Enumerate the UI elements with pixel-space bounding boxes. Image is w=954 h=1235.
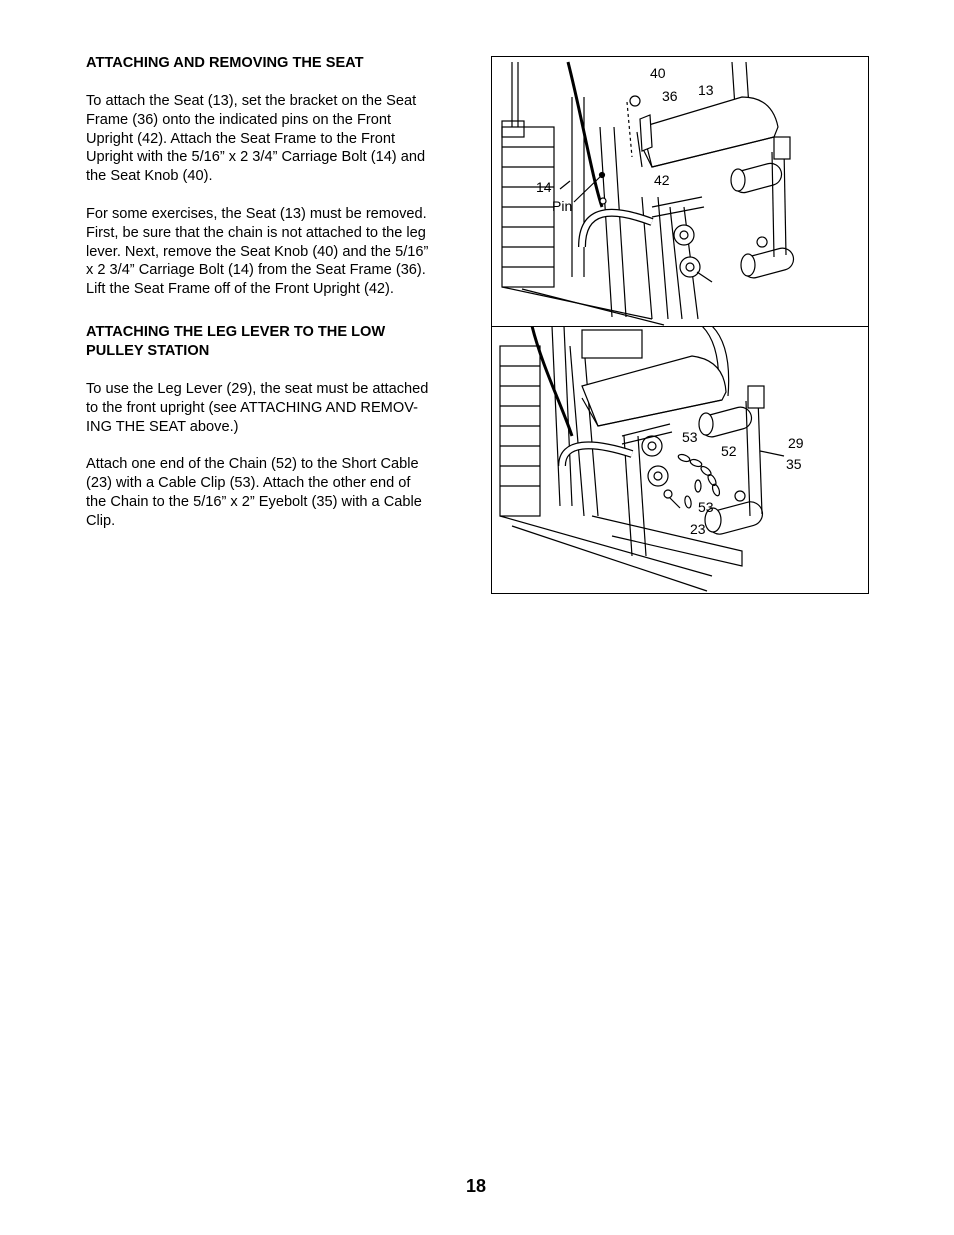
callout-14: 14 bbox=[536, 179, 552, 195]
callout-13: 13 bbox=[698, 82, 714, 98]
callout-35: 35 bbox=[786, 456, 802, 472]
callout-53-bottom: 53 bbox=[698, 499, 714, 515]
callout-40: 40 bbox=[650, 65, 666, 81]
paragraph-attach-chain: Attach one end of the Chain (52) to the Short Cable (23) with a Cable Clip (53). Attach the other end of the Chain to the 5/16” x 2” Eyebolt (35) with a Cable Clip. bbox=[86, 456, 422, 529]
seat-pad bbox=[637, 97, 778, 167]
callout-29: 29 bbox=[788, 435, 804, 451]
figure-panel-leg-lever bbox=[492, 326, 868, 592]
callout-36: 36 bbox=[662, 88, 678, 104]
weight-stack bbox=[500, 346, 540, 516]
pulleys bbox=[622, 424, 680, 508]
callout-23: 23 bbox=[690, 521, 706, 537]
text-column bbox=[86, 54, 466, 550]
paragraph-remove-seat: For some exercises, the Seat (13) must be removed. First, be sure that the chain is not attached to the leg lever. Next, remove the Seat Knob (40) and the 5/16” x 2 3/4” Carriage Bolt (14) from the Seat Frame (36). Lift the Seat Frame off of the Front Upright (42). bbox=[86, 205, 429, 298]
seat-illustration bbox=[492, 57, 868, 326]
callout-42: 42 bbox=[654, 172, 670, 188]
page-number: 18 bbox=[466, 1176, 487, 1196]
figure-panel-seat bbox=[492, 57, 868, 327]
callout-52: 52 bbox=[721, 443, 737, 459]
weight-stack bbox=[502, 62, 554, 287]
callout-pin: Pin bbox=[552, 198, 573, 214]
leg-lever-illustration bbox=[492, 326, 868, 592]
section-heading-seat: ATTACHING AND REMOVING THE SEAT bbox=[86, 55, 364, 71]
callout-53-top: 53 bbox=[682, 429, 698, 445]
leg-rollers bbox=[730, 137, 796, 280]
paragraph-attach-seat: To attach the Seat (13), set the bracket on the Seat Frame (36) onto the indicated pins on the Front Upright (42). Attach the Seat Frame to the Front Upright with the 5/16” x 2 3/4” Carriage Bolt (14) and the Seat Knob (40). bbox=[86, 93, 426, 185]
assembly-figure bbox=[491, 56, 869, 594]
paragraph-use-leg-lever: To use the Leg Lever (29), the seat must be attached to the front upright (see ATTACHING AND REMOV- ING THE SEAT above.) bbox=[86, 380, 429, 435]
section-heading-leg-lever: ATTACHING THE LEG LEVER TO THE LOW PULLEY STATION bbox=[86, 323, 386, 359]
